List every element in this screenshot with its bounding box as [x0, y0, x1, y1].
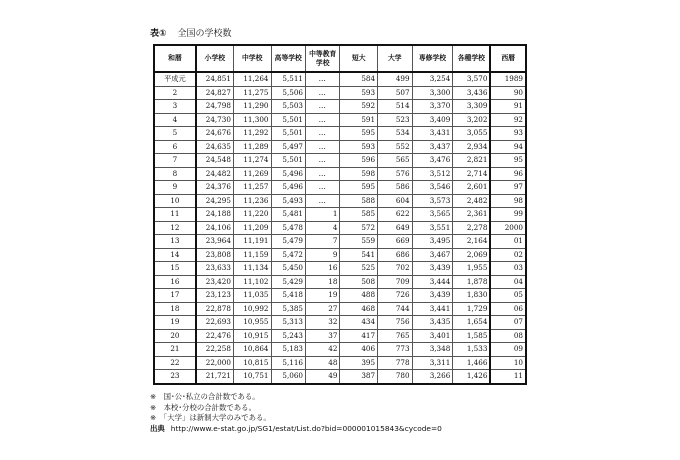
table-cell: 5 — [154, 127, 196, 141]
table-cell: 507 — [378, 86, 412, 100]
table-cell: 5,506 — [271, 86, 305, 100]
table-cell: 10,751 — [233, 370, 271, 384]
table-cell: 37 — [305, 329, 339, 343]
table-row — [154, 154, 526, 168]
column-header: 高等学校 — [271, 45, 305, 72]
table-cell: 3,467 — [412, 248, 453, 262]
table-cell: 24,635 — [196, 140, 234, 154]
table-row — [154, 356, 526, 370]
table-body — [154, 72, 526, 384]
table-cell: 27 — [305, 302, 339, 316]
table-cell: 9 — [305, 248, 339, 262]
table-cell: 2,164 — [453, 235, 491, 249]
table-cell: 7 — [154, 154, 196, 168]
school-count-table — [153, 44, 527, 385]
table-cell: 744 — [378, 302, 412, 316]
table-cell: 23,964 — [196, 235, 234, 249]
table-cell: 10,864 — [233, 343, 271, 357]
table-row — [154, 194, 526, 208]
table-cell: 622 — [378, 208, 412, 222]
table-cell: 05 — [490, 289, 526, 303]
table-cell: 23,808 — [196, 248, 234, 262]
table-cell: 20 — [154, 329, 196, 343]
table-cell: 593 — [340, 86, 378, 100]
table-cell: 5,493 — [271, 194, 305, 208]
table-cell: 586 — [378, 181, 412, 195]
table-cell: 08 — [490, 329, 526, 343]
column-header: 短大 — [340, 45, 378, 72]
table-cell: 10,955 — [233, 316, 271, 330]
table-cell: 1,426 — [453, 370, 491, 384]
column-header: 各種学校 — [453, 45, 491, 72]
table-cell: 468 — [340, 302, 378, 316]
table-cell: 11,274 — [233, 154, 271, 168]
table-cell: 24,376 — [196, 181, 234, 195]
source-url: http://www.e-stat.go.jp/SG1/estat/List.do?bid=000001015843&cycode=0 — [170, 423, 442, 433]
table-cell: 1,466 — [453, 356, 491, 370]
table-cell: 5,313 — [271, 316, 305, 330]
table-cell: 3,439 — [412, 262, 453, 276]
table-row — [154, 316, 526, 330]
table-cell: 552 — [378, 140, 412, 154]
table-cell: 17 — [154, 289, 196, 303]
table-cell: 03 — [490, 262, 526, 276]
table-cell: … — [305, 167, 339, 181]
table-row — [154, 262, 526, 276]
table-cell: 3,055 — [453, 127, 491, 141]
table-cell: 11,035 — [233, 289, 271, 303]
table-cell: 3,348 — [412, 343, 453, 357]
table-cell: 42 — [305, 343, 339, 357]
notes-list — [150, 392, 442, 424]
table-cell: 3,254 — [412, 72, 453, 86]
table-cell: 598 — [340, 167, 378, 181]
table-cell: 565 — [378, 154, 412, 168]
table-cell: 97 — [490, 181, 526, 195]
table-cell: 23,420 — [196, 275, 234, 289]
table-row — [154, 72, 526, 86]
table-cell: 3,441 — [412, 302, 453, 316]
table-cell: 5,450 — [271, 262, 305, 276]
table-cell: 5,385 — [271, 302, 305, 316]
table-cell: 3 — [154, 100, 196, 114]
table-cell: 11,257 — [233, 181, 271, 195]
table-cell: 592 — [340, 100, 378, 114]
table-cell: 3,573 — [412, 194, 453, 208]
table-cell: 5,497 — [271, 140, 305, 154]
table-title: 全国の学校数 — [177, 29, 232, 39]
table-cell: 1989 — [490, 72, 526, 86]
table-row — [154, 221, 526, 235]
table-cell: 726 — [378, 289, 412, 303]
table-cell: 1,533 — [453, 343, 491, 357]
table-row — [154, 181, 526, 195]
table-cell: 2,934 — [453, 140, 491, 154]
table-cell: 3,300 — [412, 86, 453, 100]
table-cell: 22 — [154, 356, 196, 370]
column-header: 西暦 — [490, 45, 526, 72]
table-cell: 24,482 — [196, 167, 234, 181]
table-cell: 2,714 — [453, 167, 491, 181]
table-cell: 24,676 — [196, 127, 234, 141]
table-cell: 395 — [340, 356, 378, 370]
table-cell: 11,134 — [233, 262, 271, 276]
table-cell: 24,798 — [196, 100, 234, 114]
table-cell: 5,501 — [271, 113, 305, 127]
column-header: 大学 — [378, 45, 412, 72]
note-item: ※ 「大学」は新制大学のみである。 — [150, 413, 271, 422]
table-cell: 5,479 — [271, 235, 305, 249]
table-cell: 3,311 — [412, 356, 453, 370]
table-cell: 1,585 — [453, 329, 491, 343]
table-cell: 2 — [154, 86, 196, 100]
table-cell: 98 — [490, 194, 526, 208]
column-header: 中等教育学校 — [305, 45, 339, 72]
table-row — [154, 167, 526, 181]
table-cell: 3,435 — [412, 316, 453, 330]
table-caption — [150, 26, 232, 39]
table-cell: 24,188 — [196, 208, 234, 222]
table-row — [154, 289, 526, 303]
table-cell: … — [305, 140, 339, 154]
table-cell: 11,292 — [233, 127, 271, 141]
table-cell: 1 — [305, 208, 339, 222]
table-cell: 2,361 — [453, 208, 491, 222]
table-cell: 16 — [154, 275, 196, 289]
table-cell: 686 — [378, 248, 412, 262]
table-cell: 22,258 — [196, 343, 234, 357]
table-cell: 24,548 — [196, 154, 234, 168]
table-cell: 19 — [154, 316, 196, 330]
table-cell: 11,220 — [233, 208, 271, 222]
table-cell: 5,501 — [271, 154, 305, 168]
table-cell: 1,830 — [453, 289, 491, 303]
table-cell: 2,482 — [453, 194, 491, 208]
table-cell: 07 — [490, 316, 526, 330]
table-cell: 709 — [378, 275, 412, 289]
table-cell: 22,878 — [196, 302, 234, 316]
table-cell: 604 — [378, 194, 412, 208]
table-cell: 24,851 — [196, 72, 234, 86]
column-header: 専修学校 — [412, 45, 453, 72]
table-cell: 773 — [378, 343, 412, 357]
table-row — [154, 113, 526, 127]
table-cell: 11,289 — [233, 140, 271, 154]
table-cell: 1,955 — [453, 262, 491, 276]
table-cell: 2,069 — [453, 248, 491, 262]
table-row — [154, 208, 526, 222]
table-cell: 09 — [490, 343, 526, 357]
table-row — [154, 343, 526, 357]
table-cell: 3,476 — [412, 154, 453, 168]
table-cell: 3,439 — [412, 289, 453, 303]
table-row — [154, 248, 526, 262]
table-cell: 10 — [490, 356, 526, 370]
table-cell: 499 — [378, 72, 412, 86]
table-cell: … — [305, 86, 339, 100]
source-line — [150, 424, 442, 435]
table-cell: 21 — [154, 343, 196, 357]
note-item: ※ 本校･分校の合計数である。 — [150, 402, 256, 412]
table-cell: 10,992 — [233, 302, 271, 316]
table-cell: 3,437 — [412, 140, 453, 154]
table-cell: 23,123 — [196, 289, 234, 303]
table-cell: 06 — [490, 302, 526, 316]
table-cell: 02 — [490, 248, 526, 262]
table-cell: 3,370 — [412, 100, 453, 114]
table-cell: 3,570 — [453, 72, 491, 86]
table-cell: 3,512 — [412, 167, 453, 181]
table-cell: … — [305, 194, 339, 208]
table-cell: 669 — [378, 235, 412, 249]
table-cell: 11,209 — [233, 221, 271, 235]
table-cell: 8 — [154, 167, 196, 181]
table-cell: 576 — [378, 167, 412, 181]
table-cell: 32 — [305, 316, 339, 330]
table-cell: 5,501 — [271, 127, 305, 141]
table-cell: 24,295 — [196, 194, 234, 208]
table-cell: 525 — [340, 262, 378, 276]
source-label: 出典 — [150, 423, 165, 433]
table-cell: 3,401 — [412, 329, 453, 343]
table-cell: 488 — [340, 289, 378, 303]
table-cell: 5,478 — [271, 221, 305, 235]
table-cell: 11,191 — [233, 235, 271, 249]
table-cell: 649 — [378, 221, 412, 235]
table-cell: 585 — [340, 208, 378, 222]
table-cell: 3,551 — [412, 221, 453, 235]
table-cell: 387 — [340, 370, 378, 384]
table-cell: 588 — [340, 194, 378, 208]
table-cell: 2,821 — [453, 154, 491, 168]
note-item: ※ 国･公･私立の合計数である。 — [150, 392, 260, 401]
table-cell: 2,278 — [453, 221, 491, 235]
table-cell: 1,654 — [453, 316, 491, 330]
table-cell: 3,565 — [412, 208, 453, 222]
table-cell: 49 — [305, 370, 339, 384]
table-cell: 11,159 — [233, 248, 271, 262]
table-cell: 23 — [154, 370, 196, 384]
table-cell: 406 — [340, 343, 378, 357]
table-cell: 572 — [340, 221, 378, 235]
table-cell: 11,269 — [233, 167, 271, 181]
table-cell: 7 — [305, 235, 339, 249]
table-cell: 01 — [490, 235, 526, 249]
table-cell: … — [305, 154, 339, 168]
table-cell: … — [305, 72, 339, 86]
table-cell: … — [305, 181, 339, 195]
table-cell: … — [305, 113, 339, 127]
table-row — [154, 370, 526, 384]
table-cell: 22,000 — [196, 356, 234, 370]
table-cell: 765 — [378, 329, 412, 343]
table-cell: 24,827 — [196, 86, 234, 100]
table-cell: 596 — [340, 154, 378, 168]
table-row — [154, 127, 526, 141]
table-cell: 18 — [154, 302, 196, 316]
table-cell: 3,202 — [453, 113, 491, 127]
table-cell: 541 — [340, 248, 378, 262]
table-cell: 1,729 — [453, 302, 491, 316]
table-cell: 11 — [490, 370, 526, 384]
table-cell: 10,915 — [233, 329, 271, 343]
table-cell: 11,275 — [233, 86, 271, 100]
table-cell: 24,106 — [196, 221, 234, 235]
table-cell: 11,264 — [233, 72, 271, 86]
table-cell: 584 — [340, 72, 378, 86]
table-row — [154, 86, 526, 100]
table-row — [154, 235, 526, 249]
table-header — [154, 45, 526, 72]
column-header: 中学校 — [233, 45, 271, 72]
table-cell: 96 — [490, 167, 526, 181]
table-cell: 756 — [378, 316, 412, 330]
table-cell: 16 — [305, 262, 339, 276]
table-cell: 523 — [378, 113, 412, 127]
table-cell: 10,815 — [233, 356, 271, 370]
table-cell: 559 — [340, 235, 378, 249]
table-cell: 平成元 — [154, 72, 196, 86]
table-cell: 3,431 — [412, 127, 453, 141]
table-cell: 591 — [340, 113, 378, 127]
table-cell: 11,300 — [233, 113, 271, 127]
column-header: 和暦 — [154, 45, 196, 72]
table-cell: 13 — [154, 235, 196, 249]
table-cell: 24,730 — [196, 113, 234, 127]
table-cell: 417 — [340, 329, 378, 343]
table-cell: 534 — [378, 127, 412, 141]
table-cell: 5,503 — [271, 100, 305, 114]
table-cell: 5,481 — [271, 208, 305, 222]
table-cell: 5,243 — [271, 329, 305, 343]
table-cell: 2,601 — [453, 181, 491, 195]
table-cell: 3,266 — [412, 370, 453, 384]
table-cell: 15 — [154, 262, 196, 276]
table-cell: 94 — [490, 140, 526, 154]
table-cell: 5,418 — [271, 289, 305, 303]
table-cell: 11,236 — [233, 194, 271, 208]
table-cell: 4 — [305, 221, 339, 235]
table-cell: 19 — [305, 289, 339, 303]
header-row — [154, 45, 526, 72]
table-cell: 778 — [378, 356, 412, 370]
table-row — [154, 100, 526, 114]
table-cell: 4 — [154, 113, 196, 127]
table-cell: 18 — [305, 275, 339, 289]
table-cell: 9 — [154, 181, 196, 195]
table-cell: 514 — [378, 100, 412, 114]
table-cell: … — [305, 127, 339, 141]
table-cell: 595 — [340, 181, 378, 195]
table-cell: 99 — [490, 208, 526, 222]
table-cell: 91 — [490, 100, 526, 114]
table-row — [154, 329, 526, 343]
table-cell: 48 — [305, 356, 339, 370]
table-cell: 11,290 — [233, 100, 271, 114]
table-cell: 593 — [340, 140, 378, 154]
table-cell: 1,878 — [453, 275, 491, 289]
table-cell: 508 — [340, 275, 378, 289]
notes-section — [150, 392, 442, 434]
table-cell: 10 — [154, 194, 196, 208]
table-label: 表① — [150, 29, 167, 39]
table-cell: 11 — [154, 208, 196, 222]
table-cell: 3,436 — [453, 86, 491, 100]
table-cell: 595 — [340, 127, 378, 141]
table-cell: 5,429 — [271, 275, 305, 289]
table-cell: 3,444 — [412, 275, 453, 289]
table-cell: 22,476 — [196, 329, 234, 343]
table-cell: 5,116 — [271, 356, 305, 370]
table-cell: 5,496 — [271, 167, 305, 181]
table-cell: 6 — [154, 140, 196, 154]
table-cell: 90 — [490, 86, 526, 100]
table-cell: 434 — [340, 316, 378, 330]
table-cell: 702 — [378, 262, 412, 276]
table-cell: 21,721 — [196, 370, 234, 384]
table-row — [154, 140, 526, 154]
table-cell: 14 — [154, 248, 196, 262]
table-cell: 5,511 — [271, 72, 305, 86]
table-cell: 04 — [490, 275, 526, 289]
table-cell: 5,060 — [271, 370, 305, 384]
table-cell: … — [305, 100, 339, 114]
table-cell: 3,309 — [453, 100, 491, 114]
table-cell: 95 — [490, 154, 526, 168]
table-cell: 5,183 — [271, 343, 305, 357]
column-header: 小学校 — [196, 45, 234, 72]
table-cell: 2000 — [490, 221, 526, 235]
table-cell: 3,495 — [412, 235, 453, 249]
table-cell: 5,496 — [271, 181, 305, 195]
table-cell: 3,546 — [412, 181, 453, 195]
table-cell: 93 — [490, 127, 526, 141]
table-cell: 3,409 — [412, 113, 453, 127]
table-cell: 11,102 — [233, 275, 271, 289]
table-cell: 92 — [490, 113, 526, 127]
table-cell: 12 — [154, 221, 196, 235]
table-cell: 5,472 — [271, 248, 305, 262]
table-cell: 780 — [378, 370, 412, 384]
table-cell: 22,693 — [196, 316, 234, 330]
table-cell: 23,633 — [196, 262, 234, 276]
table-row — [154, 302, 526, 316]
table-row — [154, 275, 526, 289]
